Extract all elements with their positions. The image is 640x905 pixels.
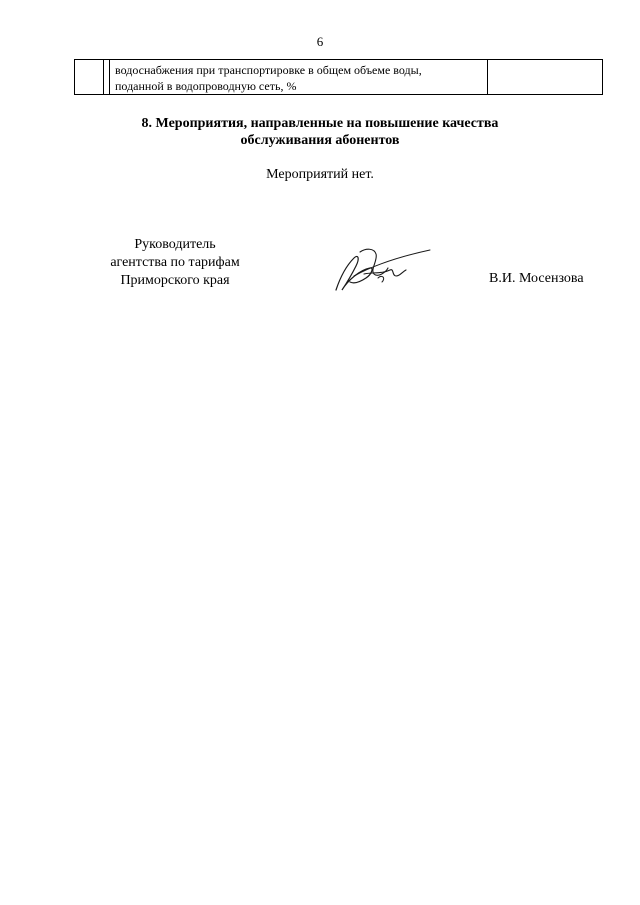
section-body: Мероприятий нет. — [266, 167, 374, 182]
indicator-table — [74, 59, 603, 95]
section-heading-line-1: 8. Мероприятия, направленные на повышение качества — [141, 116, 499, 131]
position-line-1: Руководитель — [134, 237, 216, 252]
handwritten-signature — [330, 244, 434, 294]
table-row — [75, 60, 603, 95]
table-cell-number — [75, 60, 110, 95]
position-line-2: агентства по тарифам — [110, 255, 240, 270]
cell-divider — [103, 60, 104, 95]
section-heading-line-2: обслуживания абонентов — [240, 133, 400, 148]
table-cell-description — [110, 60, 488, 95]
signer-name: В.И. Мосензова — [489, 271, 584, 286]
description-line-1: водоснабжения при транспортировке в общем объеме воды, — [115, 63, 422, 77]
description-line-2: поданной в водопроводную сеть, % — [115, 79, 297, 93]
table-cell-value — [488, 60, 603, 95]
position-line-3: Приморского края — [120, 273, 230, 288]
signer-position — [80, 236, 270, 290]
page-number: 6 — [316, 34, 324, 49]
section-heading — [0, 115, 640, 149]
